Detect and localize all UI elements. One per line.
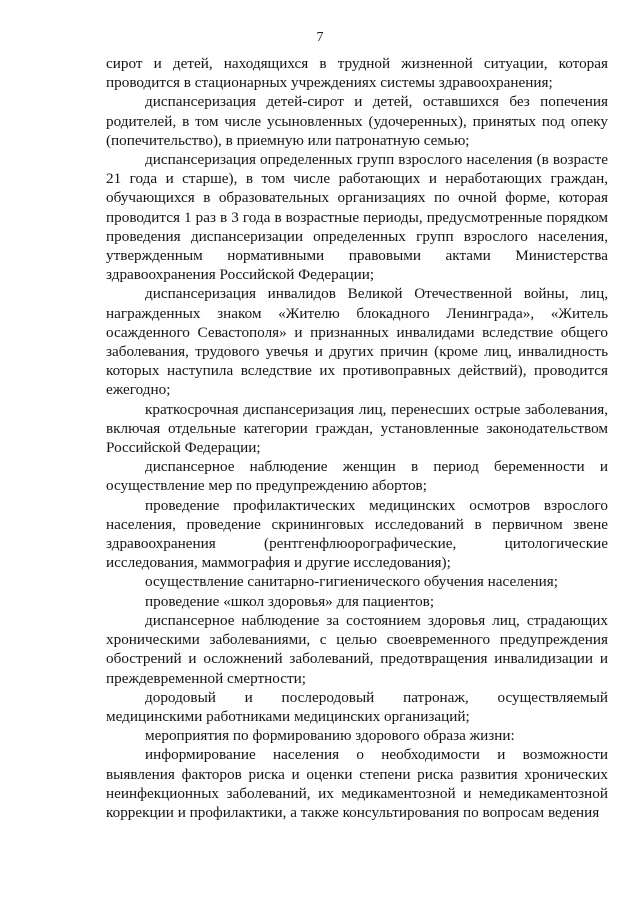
document-body — [106, 54, 608, 822]
paragraph: диспансеризация инвалидов Великой Отечественной войны, лиц, награжденных знаком «Жителю блокадного Ленинграда», «Житель осажденного Севастополя» и признанных инвалидами вследствие общего заболевания, трудового увечья и других причин (кроме лиц, инвалидность которых наступила вследствие их противоправных действий), проводится ежегодно; — [106, 285, 608, 399]
paragraph: краткосрочная диспансеризация лиц, перенесших острые заболевания, включая отдельные категории граждан, установленные законодательством Российской Федерации; — [106, 400, 608, 457]
paragraph: проведение «школ здоровья» для пациентов; — [145, 592, 435, 610]
paragraph: осуществление санитарно-гигиенического обучения населения; — [145, 573, 558, 591]
page-number: 7 — [316, 30, 324, 45]
paragraph: сирот и детей, находящихся в трудной жизненной ситуации, которая проводится в стационарных учреждениях системы здравоохранения; — [106, 55, 608, 92]
paragraph: дородовый и послеродовый патронаж, осуществляемый медицинскими работниками медицинских организаций; — [106, 688, 608, 725]
paragraph: диспансеризация детей-сирот и детей, оставшихся без попечения родителей, в том числе усыновленных (удочеренных), принятых под опеку (попечительство), в приемную или патронатную семью; — [106, 93, 608, 149]
paragraph: диспансерное наблюдение женщин в период беременности и осуществление мер по предупреждению абортов; — [106, 458, 608, 495]
paragraph: диспансеризация определенных групп взрослого населения (в возрасте 21 года и старше), в том числе работающих и неработающих граждан, обучающихся в образовательных организациях по очной форме, которая проводится 1 раз в 3 года в возрастные периоды, предусмотренные порядком проведения диспансеризации определенных групп взрослого населения, утвержденным нормативными правовыми актами Министерства здравоохранения Российской Федерации; — [106, 151, 608, 284]
paragraph: мероприятия по формированию здорового образа жизни: — [145, 727, 515, 745]
paragraph: проведение профилактических медицинских осмотров взрослого населения, проведение скрининговых исследований в первичном звене здравоохранения (рентгенфлюорографические, цитологические исследования, маммография и другие исследования); — [106, 496, 608, 572]
paragraph: диспансерное наблюдение за состоянием здоровья лиц, страдающих хроническими заболеваниями, с целью своевременного предупреждения обострений и осложнений заболеваний, предотвращения инвалидизации и преждевременной смертности; — [106, 611, 608, 687]
paragraph: информирование населения о необходимости и возможности выявления факторов риска и оценки степени риска развития хронических неинфекционных заболеваний, их медикаментозной и немедикаментозной коррекции и профилактики, а также консультирования по вопросам ведения — [106, 746, 608, 821]
